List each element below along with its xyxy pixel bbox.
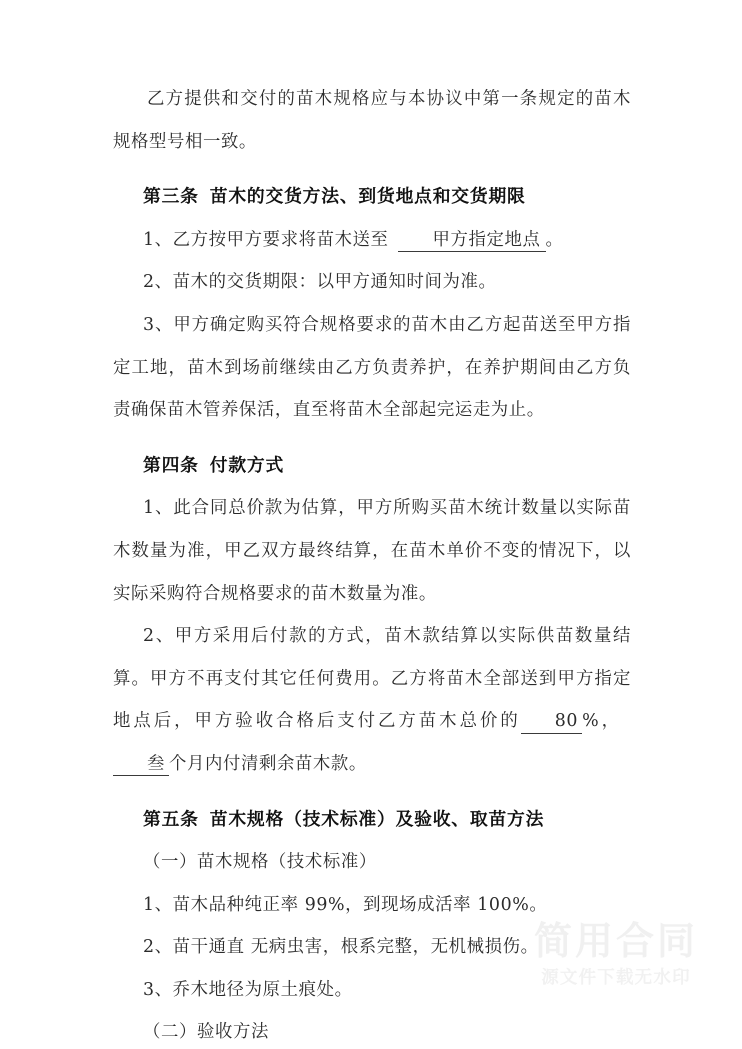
paragraph-5-section-b: （二）验收方法 [143, 1022, 269, 1043]
blank-payment-months[interactable]: 叁 [113, 754, 169, 777]
heading-article-5-number: 第五条 [143, 808, 199, 830]
paragraph-3-2: 2、苗木的交货期限：以甲方通知时间为准。 [143, 272, 497, 293]
paragraph-5-a-1: 1、苗木品种纯正率 99%，到现场成活率 100%。 [143, 894, 548, 915]
paragraph-3-1-lead: 1、乙方按甲方要求将苗木送至 [143, 229, 389, 250]
paragraph-5-a-2: 2、苗干通直 无病虫害，根系完整，无机械损伤。 [143, 937, 539, 958]
paragraph-4-2 [113, 615, 631, 785]
watermark-subtitle: 源文件下载无水印 [541, 967, 691, 988]
paragraph-5-section-a: （一）苗木规格（技术标准） [143, 852, 377, 873]
heading-article-3-number: 第三条 [143, 186, 199, 208]
document-body [113, 78, 631, 1049]
blank-payment-percent[interactable]: 80 [521, 711, 582, 734]
watermark-title: 简用合同 [533, 918, 698, 963]
paragraph-4-2-tail: 个月内付清剩余苗木款。 [169, 753, 367, 774]
paragraph-3-1-tail: 。 [545, 229, 564, 250]
blank-delivery-location[interactable]: 甲方指定地点 [398, 230, 546, 253]
heading-article-4-title: 付款方式 [209, 454, 285, 476]
heading-article-5-title: 苗木规格（技术标准）及验收、取苗方法 [209, 808, 545, 830]
heading-article-4-number: 第四条 [143, 454, 199, 476]
heading-article-4 [113, 432, 631, 488]
heading-article-5 [113, 786, 631, 842]
paragraph-3-1 [113, 219, 631, 262]
paragraph-4-1: 1、此合同总价款为估算，甲方所购买苗木统计数量以实际苗木数量为准，甲乙双方最终结算，在苗木单价不变的情况下，以实际采购符合规格要求的苗木数量为准。 [113, 498, 631, 604]
heading-article-3-title: 苗木的交货方法、到货地点和交货期限 [209, 186, 526, 208]
paragraph-intro: 乙方提供和交付的苗木规格应与本协议中第一条规定的苗木规格型号相一致。 [113, 89, 631, 152]
paragraph-4-2-mid: %， [582, 711, 622, 732]
heading-article-3 [113, 163, 631, 219]
paragraph-3-3: 3、甲方确定购买符合规格要求的苗木由乙方起苗送至甲方指定工地，苗木到场前继续由乙方负责养护，在养护期间由乙方负责确保苗木管养保活，直至将苗木全部起完运走为止。 [113, 314, 631, 421]
paragraph-4-2-lead: 2、甲方采用后付款的方式，苗木款结算以实际供苗数量结算。甲方不再支付其它任何费用。乙方将苗木全部送到甲方指定地点后，甲方验收合格后支付乙方苗木总价的 [113, 626, 631, 732]
paragraph-5-a-3: 3、乔木地径为原土痕处。 [143, 979, 353, 1000]
